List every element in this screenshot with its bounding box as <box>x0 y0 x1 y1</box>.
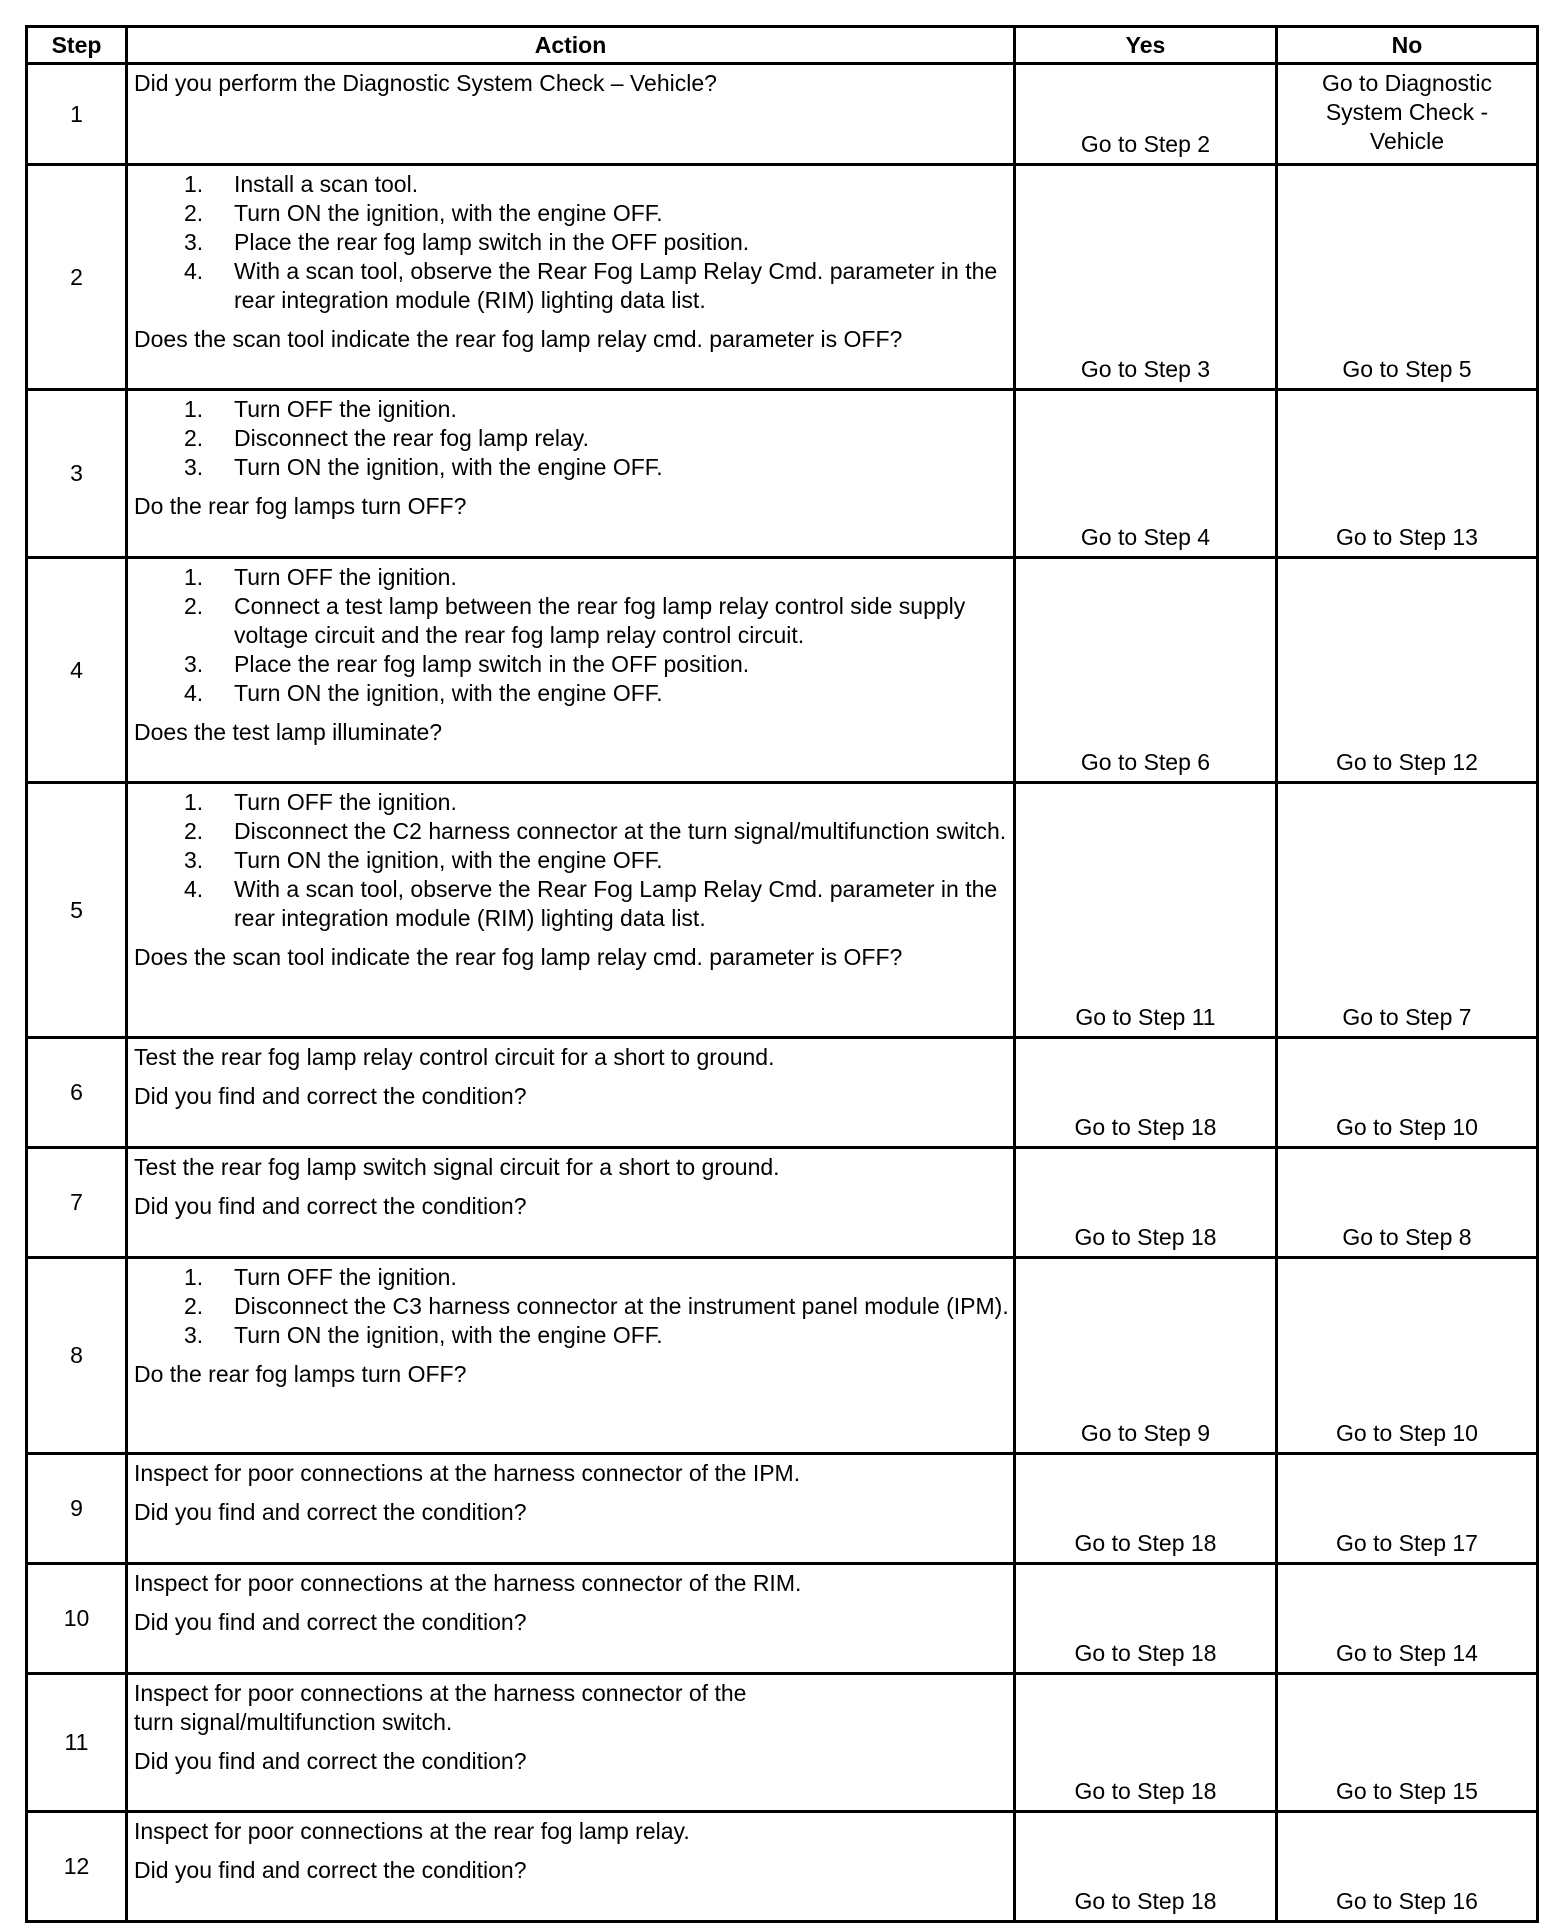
action-cell <box>127 1674 1015 1812</box>
action-text: Test the rear fog lamp switch signal circuit for a short to ground. <box>134 1154 780 1180</box>
action-cell <box>127 783 1015 1038</box>
instruction-list <box>134 1263 1009 1350</box>
instruction-item: 1. Turn OFF the ignition. <box>184 1264 457 1290</box>
action-text: Inspect for poor connections at the harness connector of the RIM. <box>134 1570 802 1596</box>
action-question: Did you find and correct the condition? <box>134 1083 527 1109</box>
no-result: Go to Step 10 <box>1277 1038 1538 1148</box>
action-cell <box>127 1564 1015 1674</box>
step-number: 3 <box>27 390 127 558</box>
step-number: 4 <box>27 558 127 783</box>
step-number: 7 <box>27 1148 127 1258</box>
no-result: Go to Step 17 <box>1277 1454 1538 1564</box>
action-question: Did you find and correct the condition? <box>134 1609 527 1635</box>
yes-result: Go to Step 18 <box>1015 1812 1277 1922</box>
action-question: Do the rear fog lamps turn OFF? <box>134 1361 467 1387</box>
no-result: Go to Step 12 <box>1277 558 1538 783</box>
action-cell <box>127 558 1015 783</box>
instruction-list <box>134 788 1009 933</box>
action-text: Inspect for poor connections at the rear fog lamp relay. <box>134 1818 690 1844</box>
step-number: 11 <box>27 1674 127 1812</box>
diagnostic-table <box>25 25 1539 1923</box>
step-number: 6 <box>27 1038 127 1148</box>
yes-result: Go to Step 2 <box>1015 64 1277 165</box>
action-question: Did you find and correct the condition? <box>134 1748 527 1774</box>
step-number: 8 <box>27 1258 127 1454</box>
instruction-item: 2. Connect a test lamp between the rear fog lamp relay control side supply voltage circuit and the rear fog lamp relay control circuit. <box>184 593 966 648</box>
step-number: 2 <box>27 165 127 390</box>
table-row <box>27 1674 1538 1812</box>
action-cell <box>127 390 1015 558</box>
action-text: Test the rear fog lamp relay control circuit for a short to ground. <box>134 1044 775 1070</box>
no-result: Go to Step 10 <box>1277 1258 1538 1454</box>
instruction-item: 4. Turn ON the ignition, with the engine OFF. <box>184 680 663 706</box>
instruction-item: 3. Turn ON the ignition, with the engine OFF. <box>184 847 663 873</box>
table-row <box>27 1148 1538 1258</box>
table-row <box>27 1038 1538 1148</box>
action-question: Did you find and correct the condition? <box>134 1499 527 1525</box>
action-cell <box>127 1454 1015 1564</box>
no-result <box>1277 64 1538 165</box>
action-cell <box>127 1148 1015 1258</box>
instruction-list <box>134 563 1009 708</box>
no-result-text: Go to Diagnostic System Check - Vehicle <box>1321 70 1493 154</box>
step-number: 1 <box>27 64 127 165</box>
instruction-item: 4. With a scan tool, observe the Rear Fog Lamp Relay Cmd. parameter in the rear integration module (RIM) lighting data list. <box>184 258 998 313</box>
header-yes: Yes <box>1015 27 1277 64</box>
table-row <box>27 390 1538 558</box>
no-result: Go to Step 13 <box>1277 390 1538 558</box>
action-cell <box>127 64 1015 165</box>
yes-result: Go to Step 18 <box>1015 1038 1277 1148</box>
step-number: 5 <box>27 783 127 1038</box>
yes-result: Go to Step 9 <box>1015 1258 1277 1454</box>
instruction-item: 2. Disconnect the C2 harness connector at the turn signal/multifunction switch. <box>184 818 1007 844</box>
table-row <box>27 1564 1538 1674</box>
table-row <box>27 64 1538 165</box>
table-row <box>27 1812 1538 1922</box>
yes-result: Go to Step 11 <box>1015 783 1277 1038</box>
yes-result: Go to Step 3 <box>1015 165 1277 390</box>
header-step: Step <box>27 27 127 64</box>
action-question: Did you find and correct the condition? <box>134 1857 527 1883</box>
action-question: Does the test lamp illuminate? <box>134 719 443 745</box>
yes-result: Go to Step 18 <box>1015 1148 1277 1258</box>
instruction-item: 2. Disconnect the C3 harness connector at the instrument panel module (IPM). <box>184 1293 1009 1319</box>
instruction-item: 2. Turn ON the ignition, with the engine OFF. <box>184 200 663 226</box>
instruction-item: 1. Turn OFF the ignition. <box>184 396 457 422</box>
yes-result: Go to Step 4 <box>1015 390 1277 558</box>
action-question: Did you find and correct the condition? <box>134 1193 527 1219</box>
action-question: Do the rear fog lamps turn OFF? <box>134 493 467 519</box>
action-cell <box>127 1038 1015 1148</box>
action-cell <box>127 1258 1015 1454</box>
action-cell <box>127 1812 1015 1922</box>
action-question: Does the scan tool indicate the rear fog lamp relay cmd. parameter is OFF? <box>134 326 903 352</box>
no-result: Go to Step 14 <box>1277 1564 1538 1674</box>
instruction-item: 3. Place the rear fog lamp switch in the OFF position. <box>184 229 750 255</box>
instruction-item: 4. With a scan tool, observe the Rear Fog Lamp Relay Cmd. parameter in the rear integration module (RIM) lighting data list. <box>184 876 998 931</box>
instruction-item: 3. Turn ON the ignition, with the engine OFF. <box>184 454 663 480</box>
step-number: 10 <box>27 1564 127 1674</box>
action-text: Inspect for poor connections at the harness connector of the turn signal/multifunction switch. <box>134 1680 747 1735</box>
instruction-list <box>134 395 1009 482</box>
instruction-item: 1. Turn OFF the ignition. <box>184 789 457 815</box>
action-question: Did you perform the Diagnostic System Check – Vehicle? <box>134 70 717 96</box>
no-result: Go to Step 15 <box>1277 1674 1538 1812</box>
table-row <box>27 558 1538 783</box>
table-row <box>27 165 1538 390</box>
header-row <box>27 27 1538 64</box>
no-result: Go to Step 7 <box>1277 783 1538 1038</box>
action-question: Does the scan tool indicate the rear fog lamp relay cmd. parameter is OFF? <box>134 944 903 970</box>
instruction-item: 2. Disconnect the rear fog lamp relay. <box>184 425 589 451</box>
yes-result: Go to Step 18 <box>1015 1454 1277 1564</box>
no-result: Go to Step 16 <box>1277 1812 1538 1922</box>
table-row <box>27 1454 1538 1564</box>
no-result: Go to Step 8 <box>1277 1148 1538 1258</box>
header-no: No <box>1277 27 1538 64</box>
table-row <box>27 1258 1538 1454</box>
step-number: 9 <box>27 1454 127 1564</box>
instruction-item: 3. Place the rear fog lamp switch in the OFF position. <box>184 651 750 677</box>
instruction-item: 1. Turn OFF the ignition. <box>184 564 457 590</box>
instruction-item: 1. Install a scan tool. <box>184 171 419 197</box>
instruction-item: 3. Turn ON the ignition, with the engine OFF. <box>184 1322 663 1348</box>
yes-result: Go to Step 18 <box>1015 1564 1277 1674</box>
header-action: Action <box>127 27 1015 64</box>
action-text: Inspect for poor connections at the harness connector of the IPM. <box>134 1460 801 1486</box>
instruction-list <box>134 170 1009 315</box>
yes-result: Go to Step 6 <box>1015 558 1277 783</box>
no-result: Go to Step 5 <box>1277 165 1538 390</box>
yes-result: Go to Step 18 <box>1015 1674 1277 1812</box>
action-cell <box>127 165 1015 390</box>
table-row <box>27 783 1538 1038</box>
step-number: 12 <box>27 1812 127 1922</box>
